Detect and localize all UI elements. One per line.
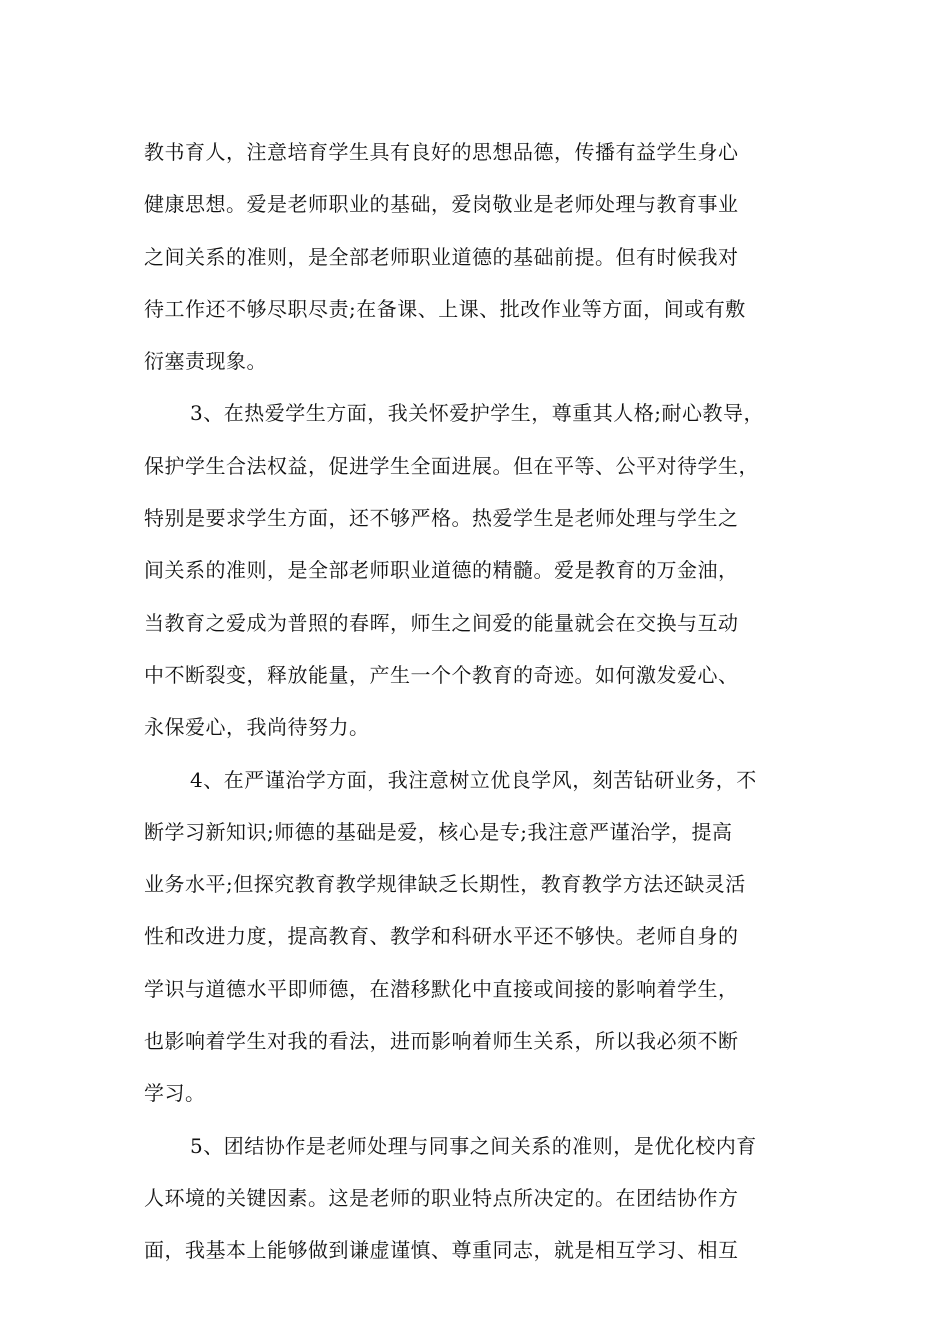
- text-line: 业务水平;但探究教育教学规律缺乏长期性，教育教学方法还缺灵活: [144, 872, 746, 897]
- paragraph-first-line: 3、在热爱学生方面，我关怀爱护学生，尊重其人格;耐心教导，: [190, 401, 764, 426]
- text-line: 健康思想。爱是老师职业的基础，爱岗敬业是老师处理与教育事业: [144, 192, 739, 217]
- text-line: 教书育人，注意培育学生具有良好的思想品德，传播有益学生身心: [144, 140, 739, 164]
- text-line: 待工作还不够尽职尽责;在备课、上课、批改作业等方面，间或有敷: [144, 296, 746, 321]
- paragraph-first-line: 4、在严谨治学方面，我注意树立优良学风，刻苦钻研业务，不: [190, 767, 757, 792]
- text-line: 永保爱心，我尚待努力。: [144, 715, 370, 740]
- text-line: 间关系的准则，是全部老师职业道德的精髓。爱是教育的万金油，: [144, 558, 739, 583]
- text-line: 之间关系的准则，是全部老师职业道德的基础前提。但有时候我对: [144, 244, 739, 269]
- text-line: 中不断裂变，释放能量，产生一个个教育的奇迹。如何激发爱心、: [144, 662, 739, 687]
- text-line: 性和改进力度，提高教育、教学和科研水平还不够快。老师自身的: [144, 924, 739, 949]
- text-line: 保护学生合法权益，促进学生全面进展。但在平等、公平对待学生，: [144, 453, 759, 478]
- text-line: 面，我基本上能够做到谦虚谨慎、尊重同志，就是相互学习、相互: [144, 1238, 739, 1263]
- body-text: [144, 126, 834, 1277]
- text-line: 人环境的关键因素。这是老师的职业特点所决定的。在团结协作方: [144, 1185, 739, 1210]
- text-line: 学习。: [144, 1081, 206, 1106]
- text-line: 断学习新知识;师德的基础是爱，核心是专;我注意严谨治学，提高: [144, 819, 733, 844]
- text-line: 也影响着学生对我的看法，进而影响着师生关系，所以我必须不断: [144, 1029, 739, 1054]
- text-line: 学识与道德水平即师德，在潜移默化中直接或间接的影响着学生，: [144, 976, 739, 1001]
- text-line: 特别是要求学生方面，还不够严格。热爱学生是老师处理与学生之: [144, 506, 739, 531]
- text-line: 衍塞责现象。: [144, 349, 267, 374]
- text-line: 当教育之爱成为普照的春晖，师生之间爱的能量就会在交换与互动: [144, 610, 739, 635]
- paragraph-first-line: 5、团结协作是老师处理与同事之间关系的准则，是优化校内育: [190, 1133, 757, 1158]
